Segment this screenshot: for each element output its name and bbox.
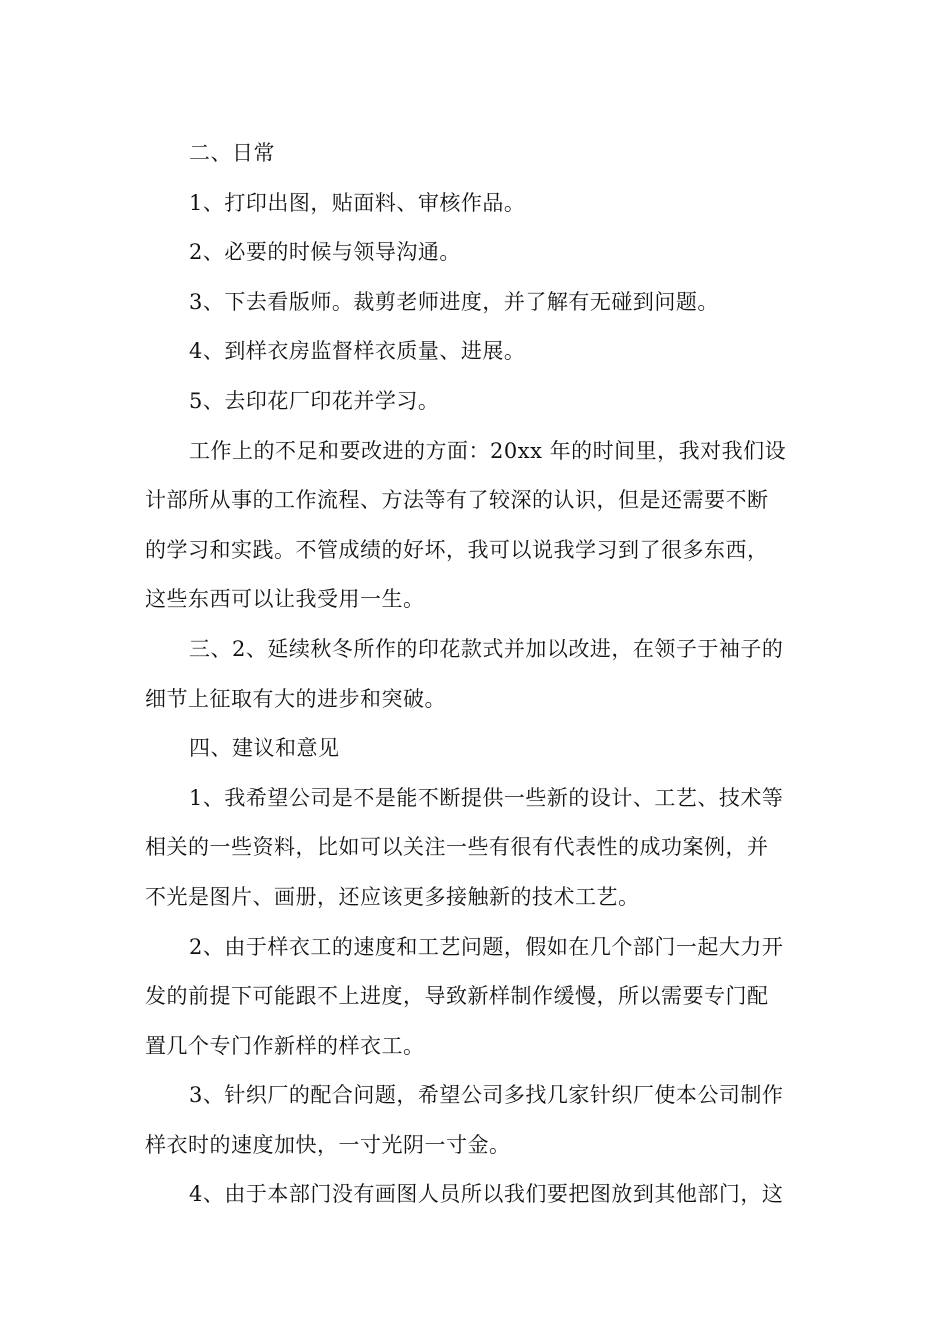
text-line: 样衣时的速度加快，一寸光阴一寸金。 [145,1132,511,1157]
text-line: 相关的一些资料，比如可以关注一些有很有代表性的成功案例，并 [145,835,769,860]
text-line: 三、2、延续秋冬所作的印花款式并加以改进，在领子于袖子的 [189,636,784,661]
text-line: 置几个专门作新样的样衣工。 [145,1033,425,1058]
text-line: 4、到样衣房监督样衣质量、进展。 [189,339,526,364]
text-line: 1、我希望公司是不是能不断提供一些新的设计、工艺、技术等 [189,785,784,810]
text-line: 这些东西可以让我受用一生。 [145,587,425,612]
text-line: 四、建议和意见 [189,736,340,761]
daily-item-3 [145,278,810,328]
text-line: 2、由于样衣工的速度和工艺问题，假如在几个部门一起大力开 [189,934,784,959]
daily-item-1 [145,179,810,229]
text-line: 3、针织厂的配合问题，希望公司多找几家针织厂使本公司制作 [189,1083,784,1108]
text-line: 不光是图片、画册，还应该更多接触新的技术工艺。 [145,884,640,909]
text-line: 发的前提下可能跟不上进度，导致新样制作缓慢，所以需要专门配 [145,984,769,1009]
text-line: 3、下去看版师。裁剪老师进度，并了解有无碰到问题。 [189,289,719,314]
document-body [145,129,810,1220]
suggestion-item-2 [145,923,810,1072]
text-line: 二、日常 [189,141,275,165]
text-line: 2、必要的时候与领导沟通。 [189,240,461,265]
heading-daily [145,129,810,179]
section-three-paragraph [145,625,810,724]
daily-item-2 [145,228,810,278]
daily-item-5 [145,377,810,427]
suggestion-item-3 [145,1071,810,1170]
shortcomings-paragraph [145,427,810,625]
heading-suggestions [145,724,810,774]
suggestion-item-1 [145,774,810,923]
text-line: 1、打印出图，贴面料、审核作品。 [189,190,526,215]
text-line: 5、去印花厂印花并学习。 [189,388,440,413]
text-line: 的学习和实践。不管成绩的好坏，我可以说我学习到了很多东西， [145,537,769,562]
text-line: 工作上的不足和要改进的方面：20xx 年的时间里，我对我们设 [189,438,787,463]
text-line: 4、由于本部门没有画图人员所以我们要把图放到其他部门，这 [189,1182,784,1207]
text-line: 细节上征取有大的进步和突破。 [145,686,446,711]
text-line: 计部所从事的工作流程、方法等有了较深的认识，但是还需要不断 [145,488,769,513]
daily-item-4 [145,327,810,377]
suggestion-item-4 [145,1170,810,1220]
